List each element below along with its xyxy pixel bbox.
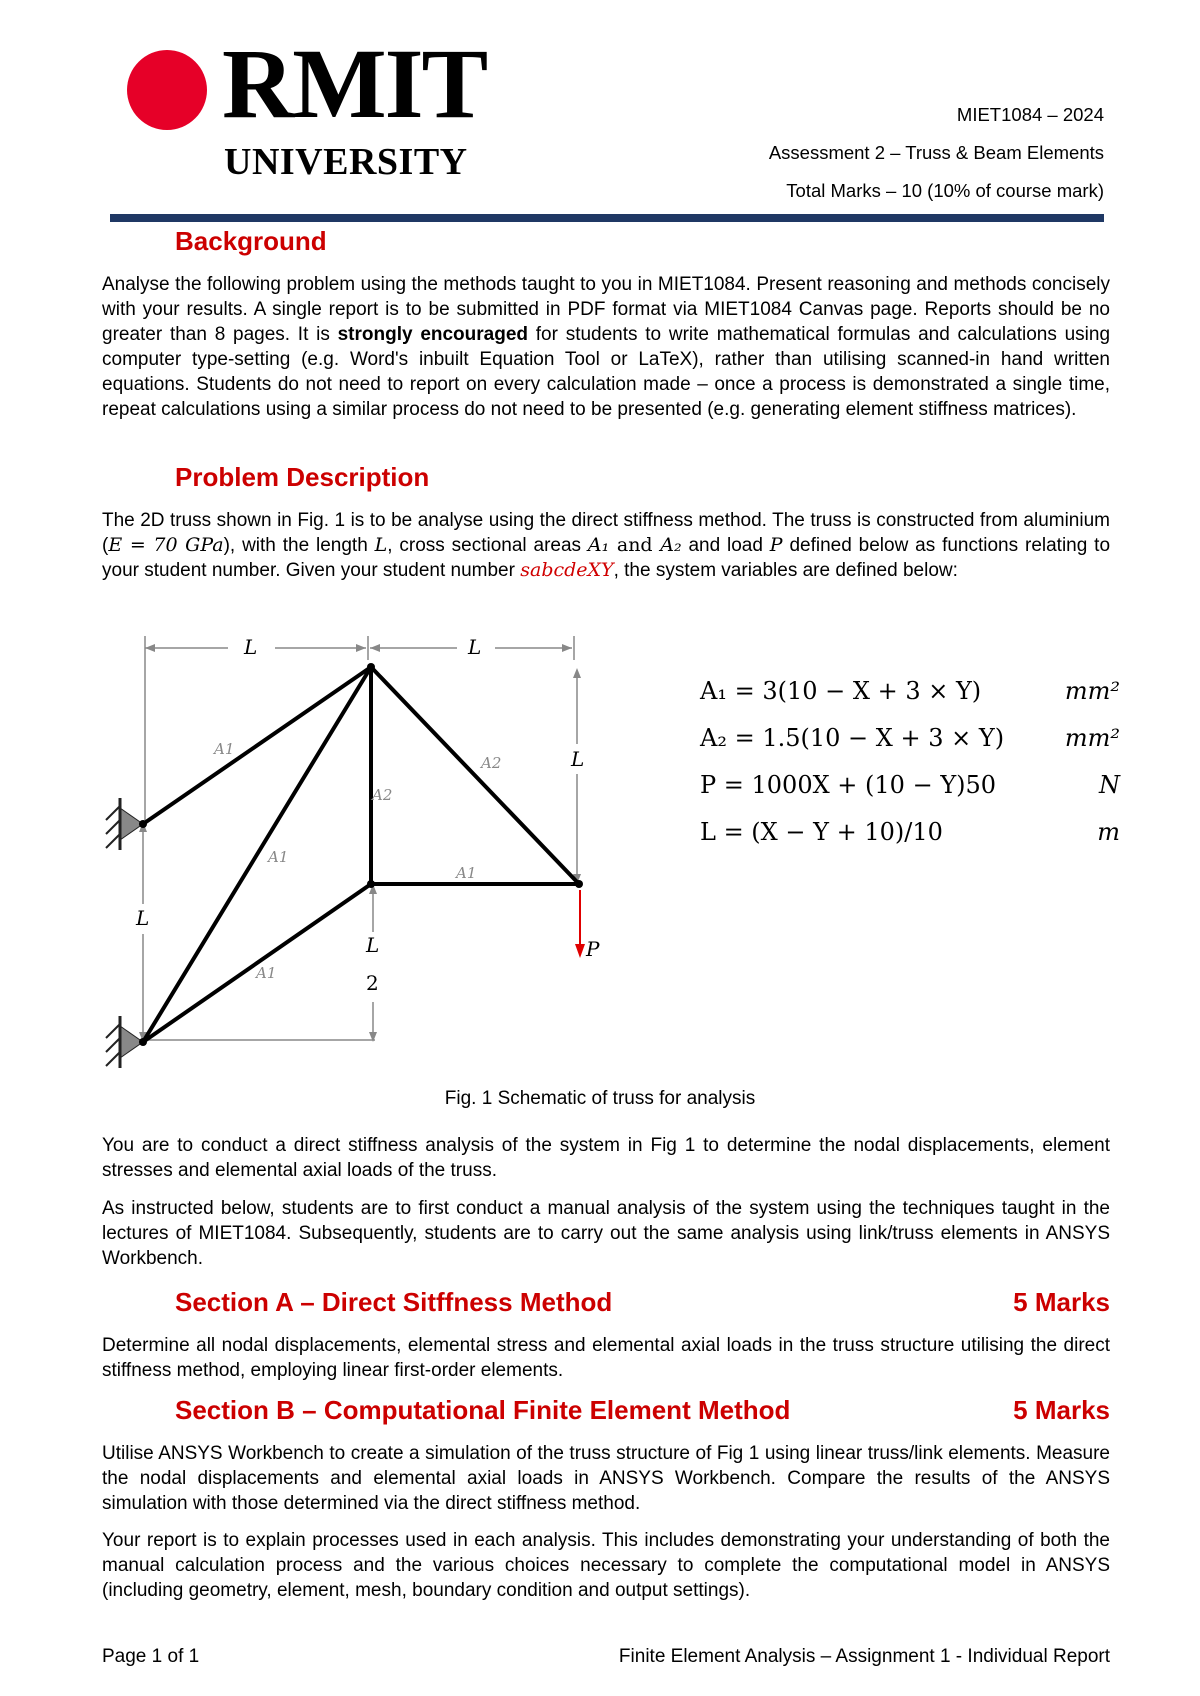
- analysis-paragraph-1: You are to conduct a direct stiffness analysis of the system in Fig 1 to determine the nodal displacements, element stresses and elemental axial loads of the truss.: [102, 1135, 1110, 1181]
- label-A1-long-diagonal: A1: [268, 848, 289, 866]
- logo-red-pixel-icon: [127, 50, 207, 130]
- figure-caption: Fig. 1 Schematic of truss for analysis: [444, 1088, 756, 1109]
- member-a2-diagonal: [371, 667, 579, 884]
- logo-wordmark: RMIT: [222, 28, 487, 139]
- footer-title: Finite Element Analysis – Assignment 1 - Individual Report: [618, 1646, 1110, 1667]
- report-paragraph: Your report is to explain processes used in each analysis. This includes demonstrating your understanding of both the manual calculation process and the various choices necessary to complete the computational model in ANSYS (including geometry, element, mesh, boundary condition and output settings).: [102, 1530, 1110, 1601]
- label-L-left: L: [136, 906, 150, 930]
- label-A1-upper: A1: [214, 740, 235, 758]
- label-A2-diagonal: A2: [481, 754, 502, 772]
- member-a1-upper: [143, 667, 371, 824]
- analysis-paragraph-2: As instructed below, students are to first conduct a manual analysis of the system using the techniques taught in the lectures of MIET1084. Subsequently, students are to carry out the same analysis using link/truss elements in ANSYS Workbench.: [102, 1198, 1110, 1269]
- section-b-marks: 5 Marks: [1013, 1395, 1110, 1425]
- member-a1-long-diagonal: [143, 667, 371, 1042]
- equation-a2: A₂ = 1.5(10 − X + 3 × Y) mm²: [700, 724, 1120, 752]
- total-marks: Total Marks – 10 (10% of course mark): [786, 180, 1104, 201]
- assessment-title: Assessment 2 – Truss & Beam Elements: [768, 142, 1104, 163]
- label-L-half-den: 2: [366, 971, 379, 995]
- label-L-half-num: L: [366, 933, 380, 957]
- course-code: MIET1084 – 2024: [956, 104, 1104, 125]
- section-b-heading: Section B – Computational Finite Element Method 5 Marks: [175, 1395, 1110, 1425]
- member-a1-lower: [143, 884, 371, 1042]
- section-a-paragraph: Determine all nodal displacements, elemental stress and elemental axial loads in the truss structure utilising the direct stiffness method, employing linear first-order elements.: [102, 1335, 1110, 1381]
- label-L-top-right: L: [468, 635, 482, 659]
- load-arrow-icon: [575, 944, 585, 958]
- label-A1-lower: A1: [256, 964, 277, 982]
- logo-subtitle: UNIVERSITY: [224, 141, 468, 183]
- equation-l: L = (X − Y + 10)/10 m: [700, 818, 1120, 846]
- section-a-marks: 5 Marks: [1013, 1287, 1110, 1317]
- header-divider: [110, 214, 1104, 222]
- truss-figure: [0, 620, 640, 1070]
- page-number: Page 1 of 1: [102, 1646, 200, 1667]
- background-heading: Background: [175, 226, 327, 256]
- section-b-paragraph: Utilise ANSYS Workbench to create a simulation of the truss structure of Fig 1 using linear truss/link elements. Measure the nodal displacements and elemental axial loads in ANSYS Workbench. Compare the results of the ANSYS simulation with those determined via the direct stiffness method.: [102, 1443, 1110, 1514]
- student-number: sabcdeXY: [520, 559, 614, 581]
- emphasis-text: strongly encouraged: [337, 324, 529, 345]
- label-L-top-left: L: [244, 635, 258, 659]
- problem-paragraph: The 2D truss shown in Fig. 1 is to be analyse using the direct stiffness method. The truss is constructed from aluminium (E = 70 GPa), with the length L, cross sectional areas A₁ and A₂ and load P defined below as functions relating to your student number. Given your student number sabcdeXY, the system variables are defined below:: [102, 510, 1111, 581]
- label-P: P: [586, 937, 600, 961]
- section-a-heading: Section A – Direct Sitffness Method 5 Marks: [175, 1287, 1110, 1317]
- problem-heading: Problem Description: [175, 462, 430, 492]
- equation-a1: A₁ = 3(10 − X + 3 × Y) mm²: [700, 677, 1120, 705]
- label-A2-vertical: A2: [372, 786, 393, 804]
- label-A1-horizontal: A1: [456, 864, 477, 882]
- background-paragraph: Analyse the following problem using the methods taught to you in MIET1084. Present reasoning and methods concisely with your results. A single report is to be submitted in PDF format via MIET1084 Canvas page. Reports should be no greater than 8 pages. It is strongly encouraged for students to write mathematical formulas and calculations using computer type-setting (e.g. Word's inbuilt Equation Tool or LaTeX), rather than utilising scanned-in hand written equations. Students do not need to report on every calculation made – once a process is demonstrated a single time, repeat calculations using a similar process do not need to be presented (e.g. generating element stiffness matrices).: [102, 274, 1111, 420]
- equation-p: P = 1000X + (10 − Y)50 N: [700, 771, 1120, 799]
- label-L-right: L: [571, 747, 585, 771]
